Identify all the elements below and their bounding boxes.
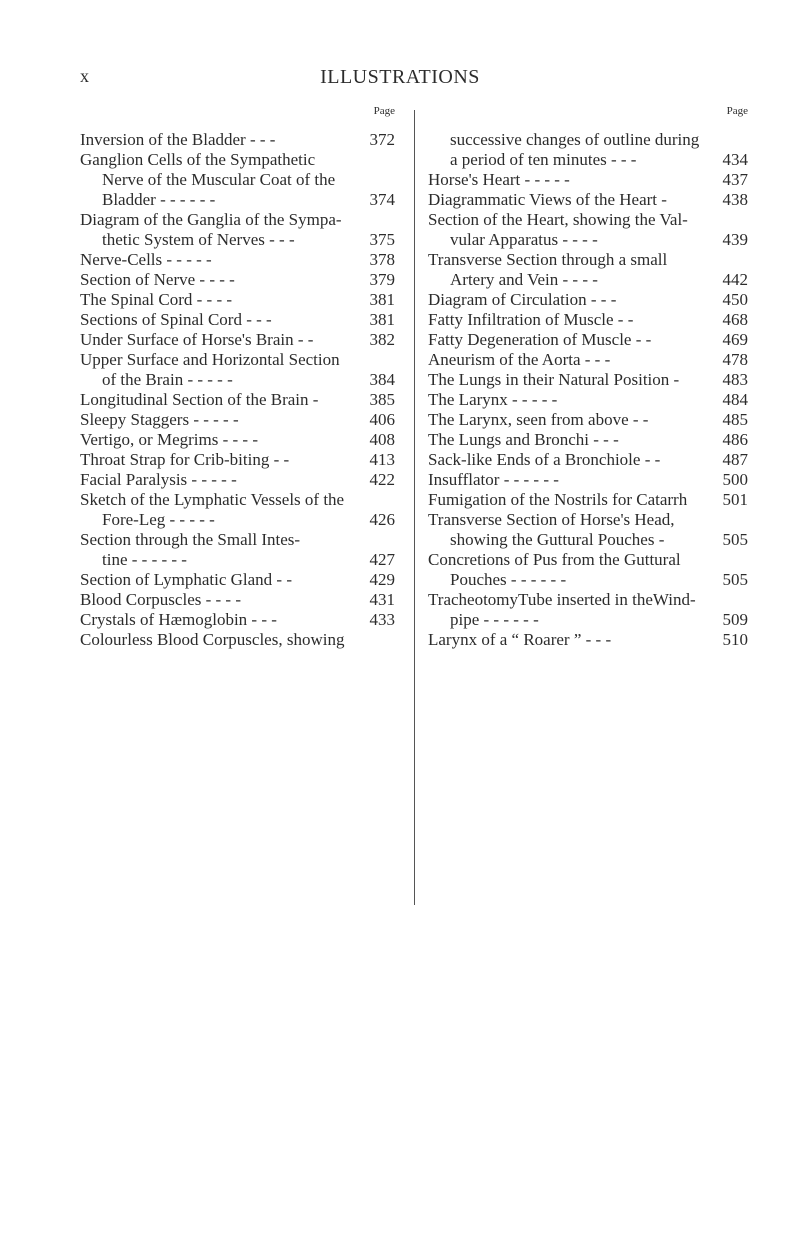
- entry-text-line: Diagram of Circulation - - -: [428, 290, 617, 309]
- entry-text-line: TracheotomyTube inserted in theWind-: [428, 590, 696, 609]
- entry-text-line: Sleepy Staggers - - - - -: [80, 410, 239, 429]
- page-header: [0, 66, 800, 90]
- entry-text-line: Larynx of a “ Roarer ” - - -: [428, 630, 612, 649]
- entry-text-line: Section of the Heart, showing the Val-: [428, 210, 688, 229]
- entry-text-line: Aneurism of the Aorta - - -: [428, 350, 611, 369]
- entry-text-line: of the Brain - - - - -: [102, 370, 233, 389]
- right-column: [428, 104, 748, 650]
- entry-text-line: Facial Paralysis - - - - -: [80, 470, 237, 489]
- entry-text-line: Crystals of Hæmoglobin - - -: [80, 610, 277, 629]
- page-reference: 469: [722, 330, 748, 349]
- page-reference: 429: [369, 570, 395, 589]
- entry-text-line: Fumigation of the Nostrils for Catarrh: [428, 490, 688, 509]
- page-reference: 486: [722, 430, 748, 449]
- list-item: [428, 490, 748, 510]
- entry-text-line: Horse's Heart - - - - -: [428, 170, 570, 189]
- list-item: [80, 630, 395, 650]
- page-reference: 413: [369, 450, 395, 469]
- list-item: [80, 310, 395, 330]
- list-item: [80, 470, 395, 490]
- list-item: [80, 210, 395, 250]
- entry-text-line: a period of ten minutes - - -: [450, 150, 637, 169]
- page-reference: 478: [722, 350, 748, 369]
- page-reference: 379: [369, 270, 395, 289]
- list-item: [80, 530, 395, 570]
- page-reference: 505: [722, 570, 748, 589]
- page-reference: 510: [722, 630, 748, 649]
- list-item: [428, 330, 748, 350]
- entry-text-line: vular Apparatus - - - -: [450, 230, 598, 249]
- page-reference: 483: [722, 370, 748, 389]
- page-reference: 468: [722, 310, 748, 329]
- left-column: [80, 104, 395, 650]
- entry-text-line: The Larynx, seen from above - -: [428, 410, 649, 429]
- entry-text-line: Transverse Section through a small: [428, 250, 668, 269]
- entry-text-line: Colourless Blood Corpuscles, showing: [80, 630, 345, 649]
- list-item: [428, 390, 748, 410]
- page-reference: 487: [722, 450, 748, 469]
- list-item: [80, 610, 395, 630]
- page-reference: 442: [722, 270, 748, 289]
- page-reference: 375: [369, 230, 395, 249]
- list-item: [80, 410, 395, 430]
- page-column-label: Page: [726, 105, 748, 117]
- page-title: ILLUSTRATIONS: [320, 66, 480, 88]
- page-reference: 427: [369, 550, 395, 569]
- entry-text-line: Longitudinal Section of the Brain -: [80, 390, 319, 409]
- list-item: [80, 130, 395, 150]
- page-reference: 426: [369, 510, 395, 529]
- page-column-label: Page: [373, 105, 395, 117]
- list-item: [428, 350, 748, 370]
- page-reference: 384: [369, 370, 395, 389]
- list-item: [428, 430, 748, 450]
- list-item: [428, 370, 748, 390]
- list-item: [428, 170, 748, 190]
- page-reference: 433: [369, 610, 395, 629]
- page-reference: 381: [369, 310, 395, 329]
- page-reference: 484: [722, 390, 748, 409]
- list-item: [80, 250, 395, 270]
- entry-text-line: Section of Lymphatic Gland - -: [80, 570, 292, 589]
- list-item: [428, 450, 748, 470]
- entry-text-line: Ganglion Cells of the Sympathetic: [80, 150, 316, 169]
- list-item: [80, 330, 395, 350]
- entry-text-line: Nerve-Cells - - - - -: [80, 250, 212, 269]
- entry-text-line: Concretions of Pus from the Guttural: [428, 550, 681, 569]
- entry-text-line: Diagram of the Ganglia of the Sympa-: [80, 210, 342, 229]
- entry-text-line: The Lungs in their Natural Position -: [428, 370, 680, 389]
- entry-text-line: successive changes of outline during: [450, 130, 700, 149]
- entry-text-line: Vertigo, or Megrims - - - -: [80, 430, 258, 449]
- list-item: [428, 210, 748, 250]
- page-reference: 385: [369, 390, 395, 409]
- entry-text-line: Under Surface of Horse's Brain - -: [80, 330, 314, 349]
- page-reference: 381: [369, 290, 395, 309]
- list-item: [428, 310, 748, 330]
- page-reference: 406: [369, 410, 395, 429]
- list-item: [428, 290, 748, 310]
- entry-text-line: The Larynx - - - - -: [428, 390, 558, 409]
- list-item: [80, 270, 395, 290]
- page-reference: 378: [369, 250, 395, 269]
- list-item: [428, 510, 748, 550]
- entry-text-line: Throat Strap for Crib-biting - -: [80, 450, 290, 469]
- entry-text-line: Nerve of the Muscular Coat of the: [102, 170, 336, 189]
- entry-text-line: pipe - - - - - -: [450, 610, 539, 629]
- page-reference: 450: [722, 290, 748, 309]
- page-number: x: [80, 66, 89, 86]
- entry-text-line: Section through the Small Intes-: [80, 530, 301, 549]
- page-reference: 431: [369, 590, 395, 609]
- list-item: [80, 150, 395, 210]
- list-item: [80, 490, 395, 530]
- page-reference: 408: [369, 430, 395, 449]
- list-item: [428, 550, 748, 590]
- entry-text-line: Section of Nerve - - - -: [80, 270, 235, 289]
- column-divider: [414, 110, 415, 905]
- entry-text-line: Upper Surface and Horizontal Section: [80, 350, 340, 369]
- entry-text-line: Fatty Infiltration of Muscle - -: [428, 310, 634, 329]
- list-item: [80, 290, 395, 310]
- entry-text-line: Insufflator - - - - - -: [428, 470, 559, 489]
- entry-text-line: Fatty Degeneration of Muscle - -: [428, 330, 652, 349]
- entry-text-line: Diagrammatic Views of the Heart -: [428, 190, 667, 209]
- list-item: [428, 410, 748, 430]
- page-reference: 374: [369, 190, 395, 209]
- entry-text-line: Inversion of the Bladder - - -: [80, 130, 276, 149]
- entry-text-line: Transverse Section of Horse's Head,: [428, 510, 675, 529]
- page-reference: 500: [722, 470, 748, 489]
- list-item: [428, 190, 748, 210]
- page-reference: 439: [722, 230, 748, 249]
- entry-text-line: Fore-Leg - - - - -: [102, 510, 215, 529]
- page-reference: 438: [722, 190, 748, 209]
- page-reference: 372: [369, 130, 395, 149]
- entry-text-line: Blood Corpuscles - - - -: [80, 590, 242, 609]
- list-item: [80, 590, 395, 610]
- list-item: [80, 430, 395, 450]
- list-item: [428, 250, 748, 290]
- page-reference: 382: [369, 330, 395, 349]
- entry-text-line: Pouches - - - - - -: [450, 570, 567, 589]
- page-reference: 509: [722, 610, 748, 629]
- entry-text-line: Sketch of the Lymphatic Vessels of the: [80, 490, 345, 509]
- list-item: [428, 130, 748, 170]
- entry-text-line: thetic System of Nerves - - -: [102, 230, 295, 249]
- entry-text-line: The Lungs and Bronchi - - -: [428, 430, 619, 449]
- entry-text-line: tine - - - - - -: [102, 550, 187, 569]
- entry-text-line: Artery and Vein - - - -: [450, 270, 598, 289]
- list-item: [80, 570, 395, 590]
- page-reference: 505: [722, 530, 748, 549]
- page-reference: 434: [722, 150, 748, 169]
- entry-text-line: Sections of Spinal Cord - - -: [80, 310, 272, 329]
- list-item: [428, 590, 748, 630]
- entry-text-line: Bladder - - - - - -: [102, 190, 216, 209]
- page-reference: 422: [369, 470, 395, 489]
- page-reference: 437: [722, 170, 748, 189]
- list-item: [428, 470, 748, 490]
- list-item: [80, 450, 395, 470]
- entry-text-line: Sack-like Ends of a Bronchiole - -: [428, 450, 661, 469]
- list-item: [80, 390, 395, 410]
- page-reference: [365, 630, 395, 650]
- page-reference: 485: [722, 410, 748, 429]
- page-reference: 501: [722, 490, 748, 509]
- list-item: [428, 630, 748, 650]
- entry-text-line: The Spinal Cord - - - -: [80, 290, 233, 309]
- list-item: [80, 350, 395, 390]
- entry-text-line: showing the Guttural Pouches -: [450, 530, 665, 549]
